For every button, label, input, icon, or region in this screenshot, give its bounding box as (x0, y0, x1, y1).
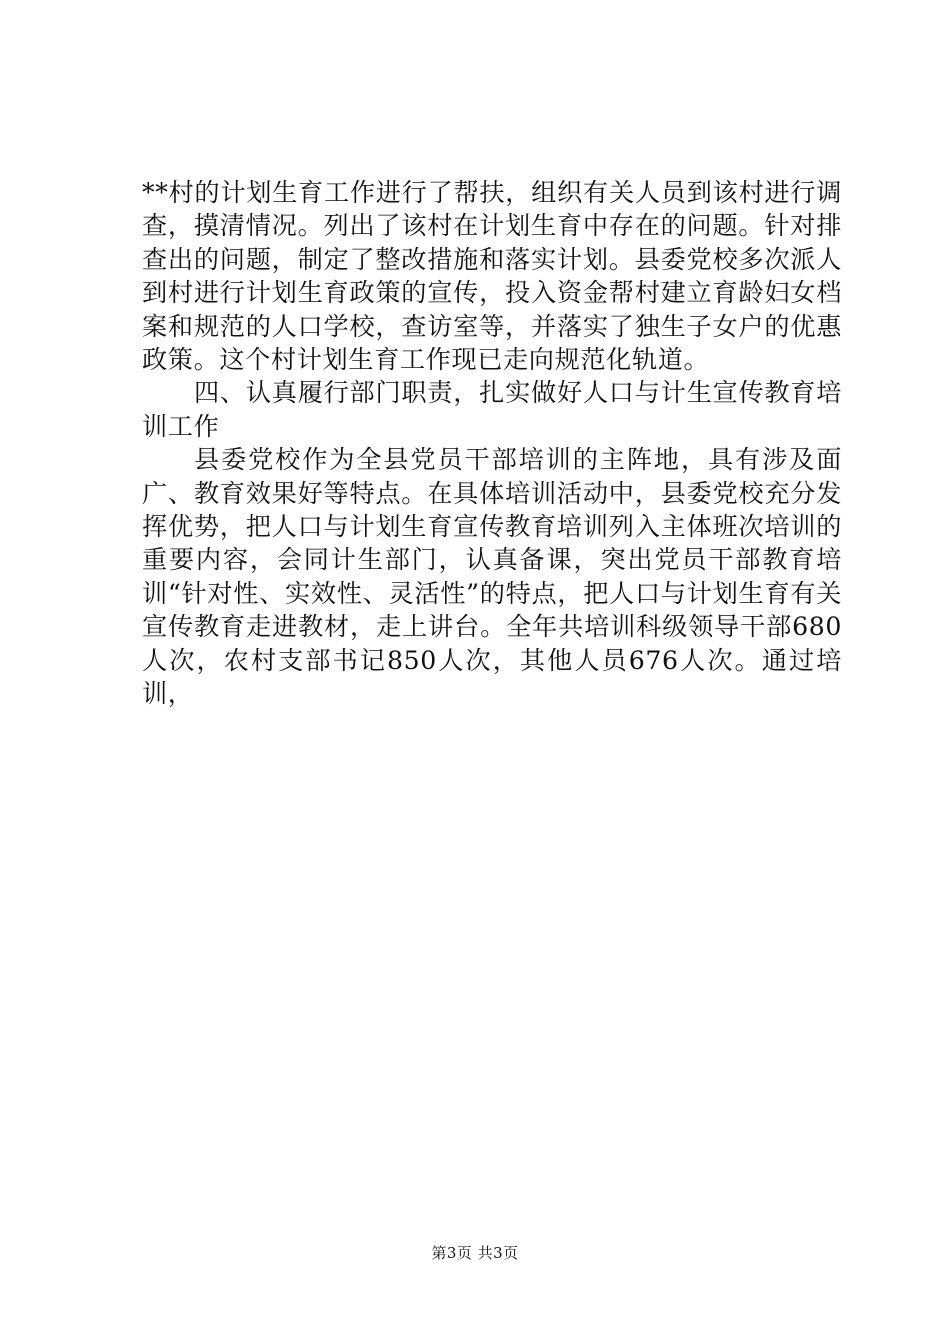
section-heading: 四、认真履行部门职责，扎实做好人口与计生宣传教育培训工作 (142, 378, 842, 441)
document-body (142, 176, 842, 711)
paragraph-continuation: **村的计划生育工作进行了帮扶，组织有关人员到该村进行调查，摸清情况。列出了该村在计划生育中存在的问题。针对排查出的问题，制定了整改措施和落实计划。县委党校多次派人到村进行计划生育政策的宣传，投入资金帮村建立育龄妇女档案和规范的人口学校，查访室等，并落实了独生子女户的优惠政策。这个村计划生育工作现已走向规范化轨道。 (142, 178, 842, 375)
page-number-footer: 第3页 共3页 (431, 1244, 519, 1262)
paragraph-training: 县委党校作为全县党员干部培训的主阵地，具有涉及面广、教育效果好等特点。在具体培训活动中，县委党校充分发挥优势，把人口与计划生育宣传教育培训列入主体班次培训的重要内容，会同计生部门，认真备课，突出党员干部教育培训“针对性、实效性、灵活性”的特点，把人口与计划生育有关宣传教育走进教材，走上讲台。全年共培训科级领导干部680人次，农村支部书记850人次，其他人员676人次。通过培训， (142, 445, 842, 709)
